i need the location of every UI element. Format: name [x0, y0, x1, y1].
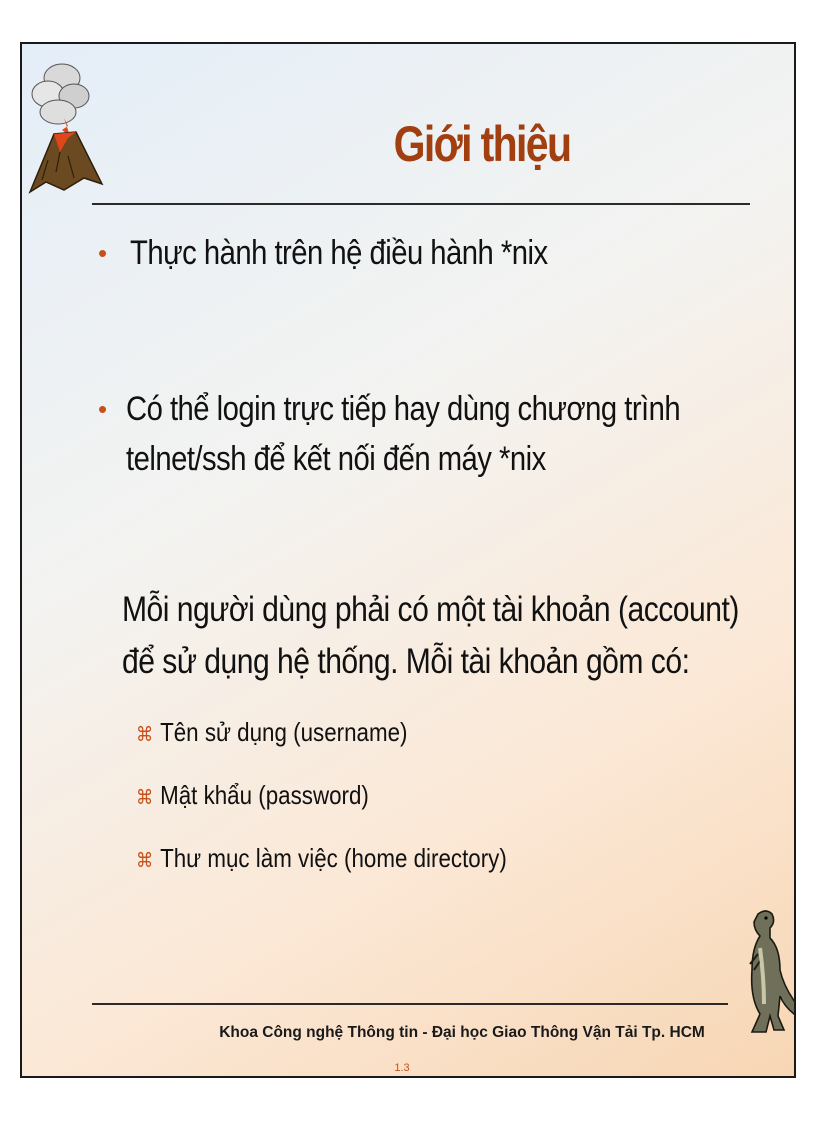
sub-item-label: Mật khẩu (password): [160, 780, 369, 810]
slide-title: Giới thiệu: [393, 116, 571, 172]
bullet-item: Thực hành trên hệ điều hành *nix: [130, 234, 548, 272]
sub-item-label: Thư mục làm việc (home directory): [160, 843, 507, 873]
command-icon: ⌘: [136, 848, 154, 872]
dinosaur-clipart-icon: [740, 908, 796, 1042]
title-divider: [92, 203, 750, 205]
account-paragraph: Mỗi người dùng phải có một tài khoản (account) để sử dụng hệ thống. Mỗi tài khoản gồm có:: [122, 590, 739, 681]
footer-text: Khoa Công nghệ Thông tin - Đại học Giao Thông Vận Tải Tp. HCM: [219, 1024, 705, 1041]
sub-item: [136, 712, 407, 754]
page-number: 1.3: [394, 1062, 410, 1074]
sub-item-label: Tên sử dụng (username): [160, 717, 408, 747]
command-icon: ⌘: [136, 722, 154, 746]
bullet-marker: •: [98, 394, 108, 424]
bullet-item: Có thể login trực tiếp hay dùng chương trình telnet/ssh để kết nối đến máy *nix: [126, 390, 681, 478]
command-icon: ⌘: [136, 785, 154, 809]
volcano-clipart-icon: [24, 56, 108, 196]
bullet-marker: •: [98, 238, 108, 268]
sub-item: [136, 838, 507, 880]
slide: [20, 42, 796, 1078]
footer-divider: [92, 1003, 728, 1005]
sub-item: [136, 775, 369, 817]
